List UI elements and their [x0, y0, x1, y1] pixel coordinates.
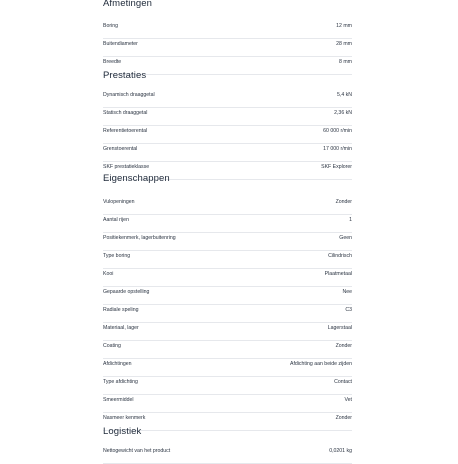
spec-label: Statisch draaggetal: [103, 110, 148, 116]
spec-label: Materiaal, lager: [103, 325, 139, 331]
spec-label: Type afdichting: [103, 379, 138, 385]
spec-row: [103, 268, 352, 287]
section-title-afmetingen: Afmetingen: [103, 0, 153, 9]
spec-row: [103, 286, 352, 305]
spec-value: 60 000 r/min: [323, 128, 352, 134]
spec-label: Type boring: [103, 253, 131, 259]
spec-value: 5,4 kN: [337, 92, 352, 98]
spec-row: [103, 445, 352, 464]
spec-row: [103, 376, 352, 395]
spec-value: Cilindrisch: [328, 253, 352, 259]
spec-label: Nettogewicht van het product: [103, 448, 171, 454]
spec-value: Vet: [344, 397, 352, 403]
spec-row: [103, 125, 352, 144]
spec-value: 17 000 r/min: [323, 146, 352, 152]
spec-value: Plaatmetaal: [324, 271, 352, 277]
spec-row: [103, 214, 352, 233]
section-title-logistiek: Logistiek: [103, 426, 142, 437]
spec-label: Buitendiameter: [103, 41, 138, 47]
spec-label: Breedte: [103, 59, 122, 65]
spec-label: Boring: [103, 23, 118, 29]
spec-value: Zonder: [335, 415, 352, 421]
spec-value: Contact: [334, 379, 352, 385]
spec-value: 2,36 kN: [334, 110, 352, 116]
spec-value: Lagerstaal: [327, 325, 352, 331]
spec-row: [103, 38, 352, 57]
spec-row: [103, 304, 352, 323]
spec-label: Coating: [103, 343, 121, 349]
spec-row: [103, 107, 352, 126]
spec-label: Radiale speling: [103, 307, 139, 313]
spec-value: 8 mm: [339, 59, 352, 65]
spec-row: [103, 89, 352, 108]
spec-label: Afdichtingen: [103, 361, 132, 367]
spec-value: Afdichting aan beide zijden: [289, 361, 352, 367]
spec-value: 1: [349, 217, 352, 223]
spec-value: C3: [345, 307, 352, 313]
spec-value: Geen: [339, 235, 352, 241]
spec-value: 0,0201 kg: [329, 448, 352, 454]
spec-value: 12 mm: [336, 23, 352, 29]
spec-row: [103, 143, 352, 162]
spec-label: Kooi: [103, 271, 114, 277]
spec-value: Nee: [342, 289, 352, 295]
spec-value: Zonder: [335, 199, 352, 205]
spec-value: SKF Explorer: [321, 164, 352, 170]
spec-label: Nasmeer kenmerk: [103, 415, 146, 421]
spec-row: [103, 250, 352, 269]
spec-label: Gepaarde opstelling: [103, 289, 150, 295]
spec-label: Vulopeningen: [103, 199, 135, 205]
spec-value: 28 mm: [336, 41, 352, 47]
spec-row: [103, 232, 352, 251]
spec-label: Grenstoerental: [103, 146, 138, 152]
spec-label: Aantal rijen: [103, 217, 129, 223]
spec-row: [103, 394, 352, 413]
spec-row: [103, 196, 352, 215]
spec-label: Positiekenmerk, lagerbuitenring: [103, 235, 176, 241]
spec-row: [103, 358, 352, 377]
section-title-prestaties: Prestaties: [103, 70, 147, 81]
spec-row: [103, 322, 352, 341]
spec-label: SKF prestatieklasse: [103, 164, 150, 170]
spec-label: Smeermiddel: [103, 397, 134, 403]
spec-label: Referentietoerental: [103, 128, 148, 134]
spec-value: Zonder: [335, 343, 352, 349]
spec-row: [103, 20, 352, 39]
spec-label: Dynamisch draaggetal: [103, 92, 155, 98]
spec-row: [103, 340, 352, 359]
section-title-eigenschappen: Eigenschappen: [103, 173, 170, 184]
